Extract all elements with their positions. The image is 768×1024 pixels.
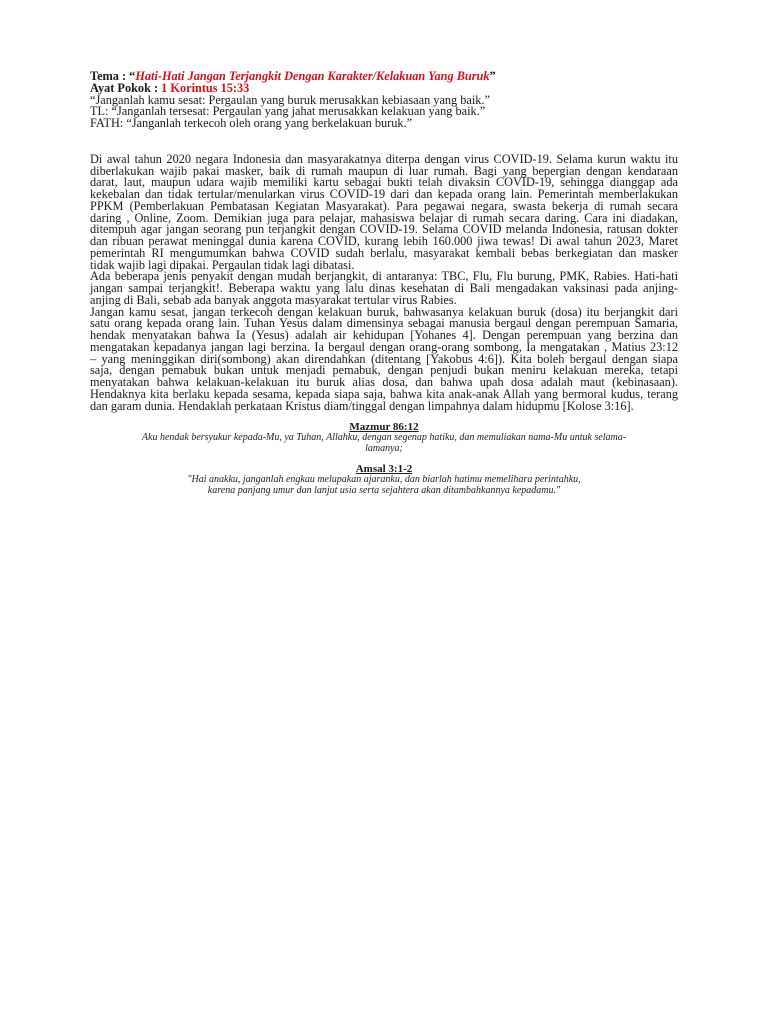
quote-main: “Janganlah kamu sesat: Pergaulan yang buruk merusakkan kebiasaan yang baik.” [90, 92, 490, 107]
paragraph-line: dan garam dunia. Hendaklah perkataan Kristus diam/tinggal dengan limpahnya dalam hidupmu [Kolose 3:16]. [90, 398, 634, 413]
paragraph-line: satu orang kepada orang lain. Tuhan Yesus dalam dimensinya sebagai manusia bergaul dengan perempuan Samaria, [90, 316, 678, 331]
verse-line: lamanya; [365, 442, 403, 454]
paragraph-line: diberlakukan wajib pakai masker, baik di rumah maupun di luar rumah. Bagi yang bepergian dengan kendaraan [90, 163, 678, 178]
paragraph-line: pemerintah RI mengumumkan bahwa COVID sudah berlalu, masyarakat kembali bebas berkegiatan dan masker [90, 245, 678, 260]
reference-verse-amsal [90, 475, 678, 496]
ayat-pokok-ref: 1 Korintus 15:33 [161, 80, 250, 95]
paragraph-conduct [90, 304, 678, 413]
paragraph-line: – yang meninggikan diri(sombong) akan direndahkan (ditentang [Yakobus 4:6]). Kita boleh bergaul dengan siapa [90, 351, 678, 366]
ayat-pokok-label: Ayat Pokok : [90, 80, 162, 95]
paragraph-line: ditempuh agar jangan seorang pun terjangkit dengan COVID-19. Selama COVID melanda Indonesia, ratusan dokter [90, 222, 678, 237]
paragraph-line: anjing di Bali, sebab ada banyak anggota masyarakat tertular virus Rabies. [90, 292, 457, 307]
paragraph-line: Di awal tahun 2020 negara Indonesia dan masyarakatnya diterpa dengan virus COVID-19. Selama kurun waktu itu [90, 151, 678, 166]
tema-label: Tema : [90, 69, 130, 83]
paragraph-line: dan ribuan perawat meninggal dunia karena COVID, kurang lebih 160.000 jiwa tewas! Di awal tahun 2023, Maret [90, 234, 678, 248]
paragraph-line: Hendaknya kita berlaku kepada sesama, kepada siapa saja, bahwa kita anak-anak Allah yang bermoral kudus, terang [90, 386, 678, 401]
reference-verse-mazmur [90, 433, 678, 454]
paragraph-line: kekebalan dan tidak tertular/menularkan virus COVID-19 dari dan kepada orang lain. Pemerintah memberlakukan [90, 187, 678, 201]
verse-line: Aku hendak bersyukur kepada-Mu, ya Tuhan, Allahku, dengan segenap hatiku, dan memuliakan nama-Mu untuk selama- [141, 432, 627, 444]
paragraph-line: PPKM (Pemberlakuan Pembatasan Kegiatan Masyarakat). Para pegawai negara, swasta bekerja di rumah secara [90, 198, 678, 213]
reference-title-mazmur: Mazmur 86:12 [349, 421, 419, 434]
paragraph-covid [90, 151, 678, 272]
reference-title-amsal: Amsal 3:1-2 [355, 463, 413, 476]
quote-tl: TL: “Janganlah tersesat: Pergaulan yang jahat merusakkan kelakuan yang baik.” [90, 104, 486, 119]
quote-fath: FATH: “Janganlah terkecoh oleh orang yang berkelakuan buruk.” [90, 116, 413, 130]
paragraph-line: mengatakan kepadanya jangan lagi berzina. Ia bergaul dengan orang-orang sombong, Ia mengatakan , Matius 23:12 [90, 339, 678, 354]
paragraph-line: Ada beberapa jenis penyakit dengan mudah berjangkit, di antaranya: TBC, Flu, Flu burung, PMK, Rabies. Hati-hati [90, 269, 678, 284]
spacer [90, 130, 678, 142]
paragraph-line: Jangan kamu sesat, jangan terkecoh dengan kelakuan buruk, bahwasanya kelakuan buruk (dosa) itu berjangkit dari [90, 304, 678, 319]
paragraph-line: tidak wajib lagi dipakai. Pergaulan tidak lagi dibatasi. [90, 257, 355, 272]
paragraph-line: menyatakan bahwa kelakuan-kelakuan itu buruk alias dosa, dan bahwa upah dosa adalah maut (kebinasaan). [90, 375, 678, 389]
paragraph-line: daring , Online, Zoom. Demikian juga para pelajar, mahasiswa belajar di rumah secara daring. Cara ini diadakan, [90, 210, 678, 225]
document-page [90, 71, 678, 496]
verse-line: karena panjang umur dan lanjut usia serta sejahtera akan ditambahkannya kepadamu." [207, 484, 561, 496]
paragraph-line: jangan sampai terjangkit!. Beberapa waktu yang lalu dinas kesehatan di Bali mengadakan vaksinasi pada anjing- [90, 281, 678, 295]
paragraph-line: saja, dengan pemabuk bukan untuk menjadi pemabuk, dengan penjudi bukan meniru kelakuan mereka, tetapi [90, 363, 678, 378]
paragraph-line: darat, laut, maupun udara wajib memiliki kartu sebagai bukti telah divaksin COVID-19, sehingga dianggap ada [90, 175, 678, 190]
verse-line: "Hai anakku, janganlah engkau melupakan ajaranku, dan biarlah hatimu memelihara perintahku, [187, 474, 581, 486]
paragraph-disease [90, 271, 678, 306]
tema-open-quote: “ [129, 69, 136, 83]
tema-title: Hati-Hati Jangan Terjangkit Dengan Karakter/Kelakuan Yang Buruk [135, 69, 490, 83]
tema-close-quote: ” [489, 69, 496, 83]
paragraph-line: hendak menyatakan bahwa Ia (Yesus) adalah air kehidupan [Yohanes 4]. Dengan perempuan yang berzina dan [90, 328, 678, 342]
